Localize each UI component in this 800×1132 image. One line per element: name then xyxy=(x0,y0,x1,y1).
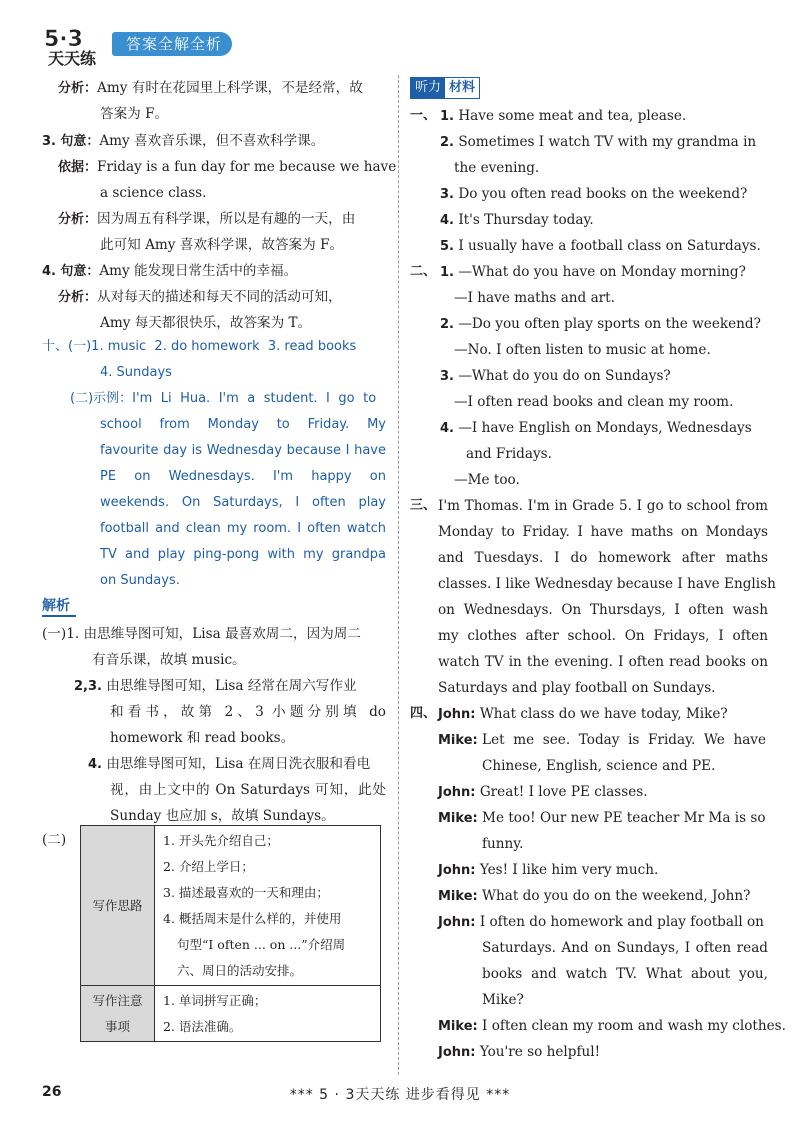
dialogue-line: John: Great! I love PE classes. xyxy=(438,784,648,800)
table-header: 写作注意 事项 xyxy=(81,986,155,1042)
dialogue-line: Mike: Me too! Our new PE teacher Mr Ma is so xyxy=(438,810,766,826)
transcript-line: —I have maths and art. xyxy=(454,290,615,306)
dialogue-line: Mike: I often clean my room and wash my clothes. xyxy=(438,1018,786,1034)
page-header xyxy=(42,22,292,66)
table-line: 1. 单词拼写正确； xyxy=(163,993,267,1008)
section-number: 一、 xyxy=(410,108,437,123)
analysis-line: homework 和 read books。 xyxy=(110,730,295,746)
dialogue-line: John: You're so helpful! xyxy=(438,1044,601,1060)
passage-line: my clothes after school. On Fridays, I often xyxy=(438,628,768,644)
sample-label: (二)示例：I'm Li Hua. I'm a student. I go to xyxy=(70,391,377,406)
sample-line: school from Monday to Friday. My xyxy=(100,417,386,432)
transcript-line: the evening. xyxy=(454,160,540,176)
text-line: 4. 句意：Amy 能发现日常生活中的幸福。 xyxy=(42,263,298,279)
svg-text:5·3: 5·3 xyxy=(44,27,83,52)
listening-material-badge: 听力 材料 xyxy=(410,77,480,99)
text-line: 答案为 F。 xyxy=(100,106,169,122)
svg-text:天天练: 天天练 xyxy=(48,49,97,68)
passage-line: and Tuesdays. I do homework after maths xyxy=(438,550,768,566)
transcript-line: 3. Do you often read books on the weekend? xyxy=(440,186,748,202)
table-line: 2. 语法准确。 xyxy=(163,1019,242,1034)
analysis-heading: 解析 xyxy=(42,598,70,614)
part-two-label: (二) xyxy=(42,832,67,848)
transcript-line: 1. Have some meat and tea, please. xyxy=(440,108,687,124)
dialogue-line: John: What class do we have today, Mike? xyxy=(438,706,728,722)
dialogue-line: Mike: What do you do on the weekend, John? xyxy=(438,888,751,904)
transcript-line: 4. —I have English on Mondays, Wednesdays xyxy=(440,420,752,436)
passage-line: on Wednesdays. On Thursdays, I often wash xyxy=(438,602,768,618)
passage-line: watch TV in the evening. I often read books on xyxy=(438,654,768,670)
column-divider xyxy=(398,75,399,1075)
dialogue-line: John: I often do homework and play football on xyxy=(438,914,764,930)
transcript-line: —I often read books and clean my room. xyxy=(454,394,734,410)
sample-line: PE on Wednesdays. I'm happy on xyxy=(100,469,386,484)
section-number: 二、 xyxy=(410,264,437,279)
table-line: 4. 概括周末是什么样的，并使用 xyxy=(163,911,342,926)
passage-line: Monday to Friday. I have maths on Mondays xyxy=(438,524,768,540)
answer-10-part1: 十、(一)1. music 2. do homework 3. read books xyxy=(42,339,357,354)
answer-10-item4: 4. Sundays xyxy=(100,365,172,380)
passage-line: Saturdays and play football on Sundays. xyxy=(438,680,716,696)
table-line: 1. 开头先介绍自己； xyxy=(163,833,279,848)
dialogue-line: Chinese, English, science and PE. xyxy=(482,758,716,774)
page-number: 26 xyxy=(42,1084,62,1100)
passage-line: I'm Thomas. I'm in Grade 5. I go to school from xyxy=(438,498,768,514)
transcript-line: —Me too. xyxy=(454,472,520,488)
text-line: 分析：从对每天的描述和每天不同的活动可知， xyxy=(58,289,342,305)
transcript-line: 1. —What do you have on Monday morning? xyxy=(440,264,746,280)
writing-guide-table xyxy=(80,825,381,1042)
transcript-line: and Fridays. xyxy=(466,446,552,462)
analysis-line: 和看书，故第 2、3 小题分别填 do xyxy=(110,704,386,720)
dialogue-line: John: Yes! I like him very much. xyxy=(438,862,659,878)
analysis-line: Sunday 也应加 s，故填 Sundays。 xyxy=(110,808,335,824)
table-line: 3. 描述最喜欢的一天和理由； xyxy=(163,885,329,900)
text-line: 3. 句意：Amy 喜欢音乐课，但不喜欢科学课。 xyxy=(42,133,325,149)
text-line: 分析：Amy 有时在花园里上科学课，不是经常，故 xyxy=(58,80,363,96)
table-cell xyxy=(155,986,381,1042)
transcript-line: —No. I often listen to music at home. xyxy=(454,342,711,358)
text-line: a science class. xyxy=(100,185,207,201)
sample-line: on Sundays. xyxy=(100,573,180,588)
table-line: 2. 介绍上学日； xyxy=(163,859,254,874)
sample-line: weekends. On Saturdays, I often play xyxy=(100,495,386,510)
analysis-line: 4. 由思维导图可知，Lisa 在周日洗衣服和看电 xyxy=(88,756,371,772)
table-header: 写作思路 xyxy=(81,826,155,986)
text-line: 此可知 Amy 喜欢科学课，故答案为 F。 xyxy=(100,237,344,253)
text-line: Amy 每天都很快乐，故答案为 T。 xyxy=(100,315,312,331)
transcript-line: 2. —Do you often play sports on the weekend? xyxy=(440,316,761,332)
sample-line: favourite day is Wednesday because I have xyxy=(100,443,386,458)
table-line: 六、周日的活动安排。 xyxy=(177,963,303,978)
footer-slogan: *** 5 · 3天天练 进步看得见 *** xyxy=(289,1087,511,1103)
dialogue-line: Mike: Let me see. Today is Friday. We have xyxy=(438,732,767,748)
transcript-line: 3. —What do you do on Sundays? xyxy=(440,368,671,384)
dialogue-line: Saturdays. And on Sundays, I often read xyxy=(482,940,768,956)
passage-line: classes. I like Wednesday because I have English xyxy=(438,576,776,592)
sample-line: TV and play ping-pong with my grandpa xyxy=(100,547,386,562)
analysis-underline xyxy=(42,615,76,617)
brand-logo xyxy=(42,24,114,68)
text-line: 依据：Friday is a fun day for me because we have xyxy=(58,159,397,175)
transcript-line: 4. It's Thursday today. xyxy=(440,212,594,228)
text-line: 分析：因为周五有科学课，所以是有趣的一天，由 xyxy=(58,211,356,227)
analysis-line: 2,3. 由思维导图可知，Lisa 经常在周六写作业 xyxy=(74,678,357,694)
table-line: 句型“I often ... on ...”介绍周 xyxy=(177,937,346,952)
section-number: 四、 xyxy=(410,706,437,721)
dialogue-line: funny. xyxy=(482,836,524,852)
header-tag: 答案全解全析 xyxy=(112,32,232,56)
transcript-line: 2. Sometimes I watch TV with my grandma in xyxy=(440,134,757,150)
section-number: 三、 xyxy=(410,498,437,513)
transcript-line: 5. I usually have a football class on Saturdays. xyxy=(440,238,761,254)
table-cell xyxy=(155,826,381,986)
analysis-line: (一)1. 由思维导图可知，Lisa 最喜欢周二，因为周二 xyxy=(42,626,361,642)
analysis-line: 有音乐课，故填 music。 xyxy=(92,652,246,668)
sample-line: football and clean my room. I often watch xyxy=(100,521,386,536)
analysis-line: 视，由上文中的 On Saturdays 可知，此处 xyxy=(110,782,386,798)
dialogue-line: books and watch TV. What about you, xyxy=(482,966,768,982)
dialogue-line: Mike? xyxy=(482,992,524,1008)
